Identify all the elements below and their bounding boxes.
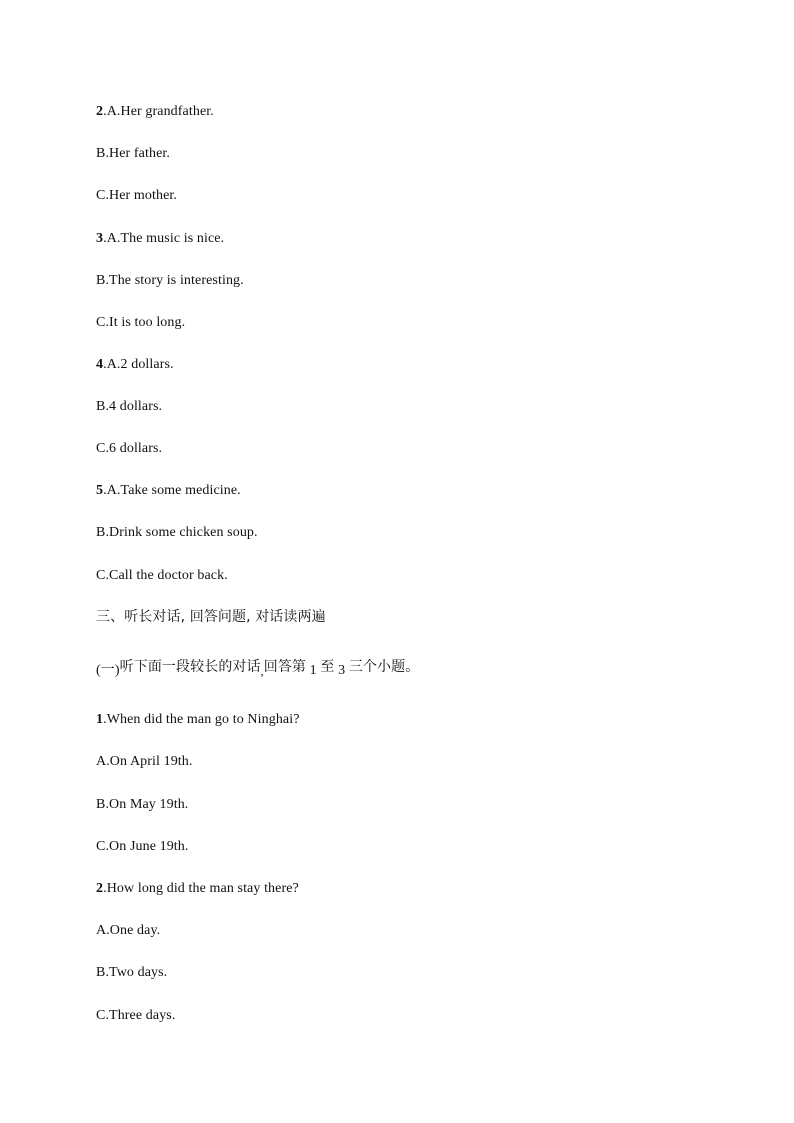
section-heading: 三、听长对话, 回答问题, 对话读两遍 bbox=[96, 609, 326, 625]
q4-option-a bbox=[96, 356, 174, 374]
s3-q1-question bbox=[96, 711, 300, 729]
q2-option-c: C.Her mother. bbox=[96, 188, 178, 203]
question-number: 4 bbox=[96, 357, 104, 372]
sub-heading-text-2: 回答第 bbox=[263, 659, 307, 675]
q5-option-c: C.Call the doctor back. bbox=[96, 568, 228, 583]
q3-option-a bbox=[96, 230, 224, 248]
sub-heading-paren: (一) bbox=[96, 663, 120, 678]
sub-heading-text-3: 至 bbox=[320, 659, 335, 675]
q5-option-a bbox=[96, 482, 241, 500]
q2-option-a bbox=[96, 103, 214, 121]
q4-option-b: B.4 dollars. bbox=[96, 399, 163, 414]
question-number: 1 bbox=[96, 712, 104, 727]
s3-q2-option-a: A.One day. bbox=[96, 923, 161, 938]
q3-option-b: B.The story is interesting. bbox=[96, 273, 244, 288]
sub-heading-comma: , bbox=[260, 664, 264, 678]
s3-q2-option-b: B.Two days. bbox=[96, 965, 168, 980]
question-number: 3 bbox=[96, 231, 104, 246]
option-text: .A.The music is nice. bbox=[103, 231, 225, 246]
question-number: 2 bbox=[96, 104, 104, 119]
s3-q2-option-c: C.Three days. bbox=[96, 1008, 176, 1023]
question-text: .When did the man go to Ninghai? bbox=[103, 712, 300, 727]
sub-heading-text-1: 听下面一段较长的对话 bbox=[119, 659, 261, 675]
option-text: .A.2 dollars. bbox=[103, 357, 174, 372]
question-number: 5 bbox=[96, 483, 104, 498]
s3-q1-option-c: C.On June 19th. bbox=[96, 839, 189, 854]
sub-heading-text-4: 三个小题。 bbox=[348, 659, 420, 675]
q2-option-b: B.Her father. bbox=[96, 146, 170, 161]
sub-heading bbox=[96, 658, 419, 677]
option-text: .A.Her grandfather. bbox=[103, 104, 214, 119]
s3-q1-option-b: B.On May 19th. bbox=[96, 797, 189, 812]
s3-q2-question bbox=[96, 880, 299, 898]
option-text: .A.Take some medicine. bbox=[103, 483, 241, 498]
sub-heading-num-from: 1 bbox=[309, 663, 317, 678]
sub-heading-num-to: 3 bbox=[338, 663, 346, 678]
q3-option-c: C.It is too long. bbox=[96, 315, 186, 330]
s3-q1-option-a: A.On April 19th. bbox=[96, 754, 193, 769]
question-text: .How long did the man stay there? bbox=[103, 881, 299, 896]
question-number: 2 bbox=[96, 881, 104, 896]
q4-option-c: C.6 dollars. bbox=[96, 441, 163, 456]
q5-option-b: B.Drink some chicken soup. bbox=[96, 525, 258, 540]
